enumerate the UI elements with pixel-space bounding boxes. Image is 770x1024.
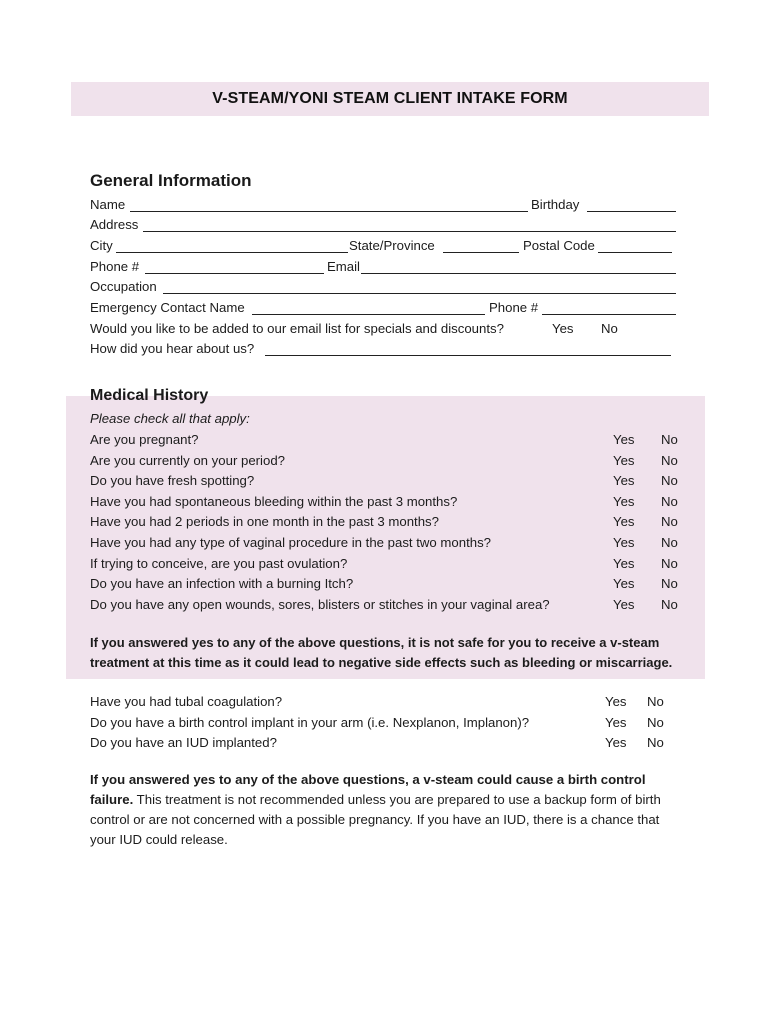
email-field[interactable] [361,260,676,274]
email-list-no[interactable]: No [601,321,618,336]
postal-code-label: Postal Code [523,238,595,253]
address-field[interactable] [143,218,676,232]
answer-no[interactable]: No [661,473,678,489]
question-text: Do you have an IUD implanted? [90,735,277,750]
answer-yes[interactable]: Yes [605,735,627,750]
safety-warning [90,633,690,673]
answer-yes[interactable]: Yes [613,473,635,489]
answer-yes[interactable]: Yes [605,714,627,730]
emergency-contact-field[interactable] [252,301,485,315]
answer-yes[interactable]: Yes [613,493,635,509]
name-field[interactable] [130,198,528,212]
birthday-field[interactable] [587,198,676,212]
hear-about-label: How did you hear about us? [90,341,255,356]
emergency-phone-label: Phone # [489,300,539,315]
medical-history-heading: Medical History [90,387,209,404]
question-text: Do you have any open wounds, sores, blisters or stitches in your vaginal area? [90,596,550,612]
question-text: Are you pregnant? [90,432,199,447]
question-text: Have you had spontaneous bleeding within the past 3 months? [90,493,458,509]
form-title: V-STEAM/YONI STEAM CLIENT INTAKE FORM [212,90,568,107]
phone-label: Phone # [90,259,140,274]
address-label: Address [90,217,139,232]
question-text: If trying to conceive, are you past ovulation? [90,555,348,571]
question-text: Have you had any type of vaginal procedure in the past two months? [90,535,492,550]
medical-instruction: Please check all that apply: [90,411,250,426]
general-information-heading: General Information [90,171,252,190]
answer-no[interactable]: No [661,514,678,530]
email-label: Email [327,259,360,274]
birthday-label: Birthday [531,197,580,212]
answer-no[interactable]: No [661,535,678,550]
answer-no[interactable]: No [661,452,678,468]
answer-yes[interactable]: Yes [613,452,635,468]
city-field[interactable] [116,239,348,253]
question-text: Do you have an infection with a burning Itch? [90,576,354,592]
answer-yes[interactable]: Yes [613,514,635,530]
state-label: State/Province [349,238,435,253]
question-text: Have you had 2 periods in one month in the past 3 months? [90,514,439,530]
answer-no[interactable]: No [647,735,664,750]
answer-yes[interactable]: Yes [605,694,627,709]
email-list-yes[interactable]: Yes [552,321,574,336]
answer-yes[interactable]: Yes [613,596,635,612]
birth-control-note-rest: This treatment is not recommended unless you are prepared to use a backup form of birth control or are not concerned with a possible pregnancy. If you have an IUD, there is a chance that your IUD could release. [90,792,661,847]
state-field[interactable] [443,239,519,253]
answer-yes[interactable]: Yes [613,535,635,550]
answer-no[interactable]: No [661,596,678,612]
occupation-field[interactable] [163,280,676,294]
birth-control-note [90,770,680,850]
city-label: City [90,238,113,253]
question-text: Do you have fresh spotting? [90,473,255,489]
safety-warning-line-1: If you answered yes to any of the above questions, it is not safe for you to receive a v-steam [90,635,660,650]
emergency-phone-field[interactable] [542,301,676,315]
answer-yes[interactable]: Yes [613,432,635,447]
question-text: Do you have a birth control implant in your arm (i.e. Nexplanon, Implanon)? [90,714,530,730]
answer-no[interactable]: No [661,432,678,447]
answer-yes[interactable]: Yes [613,576,635,592]
emergency-contact-label: Emergency Contact Name [90,300,245,315]
answer-no[interactable]: No [661,493,678,509]
email-list-question: Would you like to be added to our email list for specials and discounts? [90,321,504,336]
safety-warning-line-2: treatment at this time as it could lead to negative side effects such as bleeding or miscarriage. [90,655,673,670]
title-band [71,82,709,116]
answer-no[interactable]: No [647,714,664,730]
phone-field[interactable] [145,260,324,274]
occupation-label: Occupation [90,279,157,294]
answer-no[interactable]: No [647,694,664,709]
hear-about-field[interactable] [265,342,671,356]
answer-no[interactable]: No [661,576,678,592]
name-label: Name [90,197,126,212]
question-text: Are you currently on your period? [90,452,285,468]
answer-no[interactable]: No [661,555,678,571]
question-text: Have you had tubal coagulation? [90,694,283,709]
postal-code-field[interactable] [598,239,672,253]
answer-yes[interactable]: Yes [613,555,635,571]
birth-control-note-bold: If you answered yes to any of the above questions, a v-steam could cause a birth control failure. [90,772,646,807]
